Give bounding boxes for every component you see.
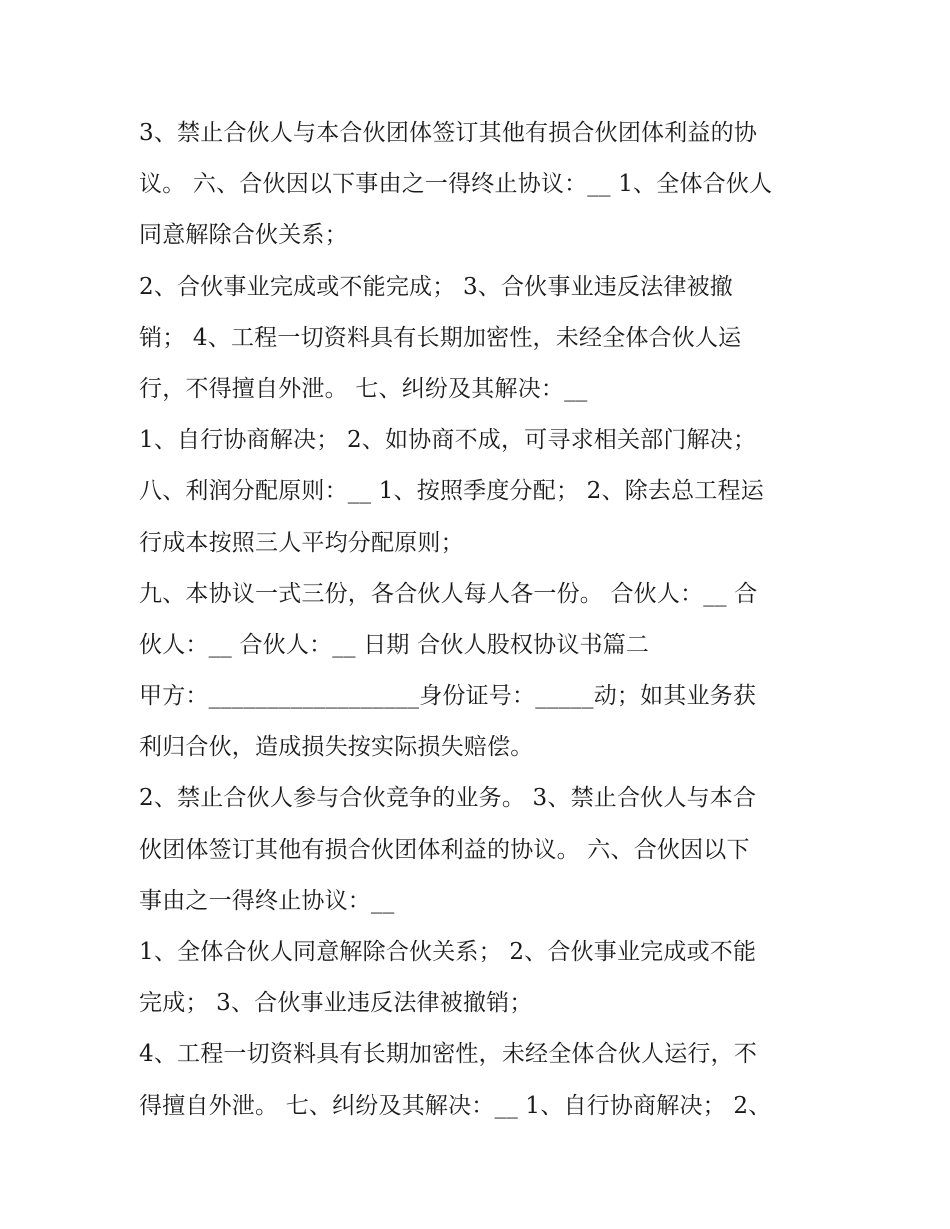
- document-body: [139, 108, 819, 1132]
- text-line: 1、全体合伙人同意解除合伙关系； 2、合伙事业完成或不能: [139, 939, 757, 965]
- text-line: 八、利润分配原则：__ 1、按照季度分配； 2、除去总工程运: [139, 478, 764, 505]
- text-line: 1、自行协商解决； 2、如协商不成，可寻求相关部门解决；: [139, 427, 757, 454]
- text-line: 销； 4、工程一切资料具有长期加密性，未经全体合伙人运: [139, 324, 742, 351]
- text-line: 伙团体签订其他有损合伙团体利益的协议。 六、合伙因以下: [139, 836, 750, 863]
- text-line: 同意解除合伙关系；: [139, 222, 348, 249]
- text-line: 得擅自外泄。 七、纠纷及其解决：__ 1、自行协商解决； 2、: [139, 1092, 772, 1119]
- text-line: 2、合伙事业完成或不能完成； 3、合伙事业违反法律被撤: [139, 273, 733, 300]
- text-line: 利归合伙，造成损失按实际损失赔偿。: [139, 734, 534, 761]
- text-line: 伙人：__ 合伙人：__ 日期 合伙人股权协议书篇二: [139, 631, 650, 658]
- text-line: 完成； 3、合伙事业违反法律被撤销；: [139, 990, 533, 1017]
- text-line: 4、工程一切资料具有长期加密性，未经全体合伙人运行，不: [139, 1041, 758, 1068]
- text-line: 2、禁止合伙人参与合伙竞争的业务。 3、禁止合伙人与本合: [139, 785, 757, 812]
- text-line: 行，不得擅自外泄。 七、纠纷及其解决：__: [139, 375, 588, 402]
- text-line: 九、本协议一式三份，各合伙人每人各一份。 合伙人：__ 合: [139, 580, 758, 607]
- text-line: 行成本按照三人平均分配原则；: [139, 529, 464, 556]
- text-line: 3、禁止合伙人与本合伙团体签订其他有损合伙团体利益的协: [139, 120, 758, 146]
- text-line: 事由之一得终止协议：__: [139, 887, 395, 914]
- text-line: 甲方：__________________身份证号：_____动；如其业务获: [139, 683, 757, 710]
- text-line: 议。 六、合伙因以下事由之一得终止协议：__ 1、全体合伙人: [139, 171, 773, 198]
